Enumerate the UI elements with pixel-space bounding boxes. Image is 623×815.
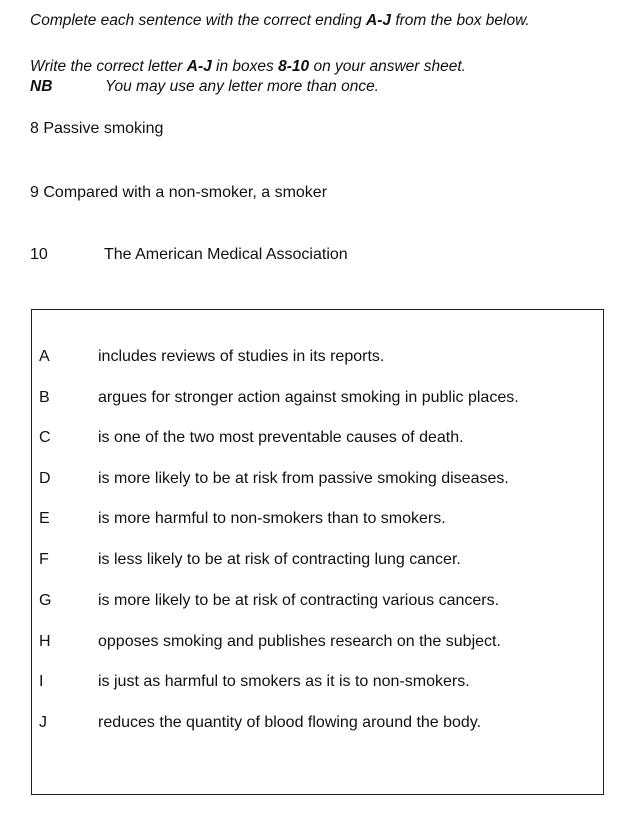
ending-letter: F: [39, 551, 49, 568]
question-8: [30, 120, 163, 138]
endings-box: [31, 309, 604, 795]
ending-text: is less likely to be at risk of contracting lung cancer.: [98, 551, 461, 568]
ending-letter: H: [39, 633, 51, 650]
ending-text: is one of the two most preventable causes of death.: [98, 429, 464, 446]
ending-text: includes reviews of studies in its reports.: [98, 348, 385, 365]
ending-letter: B: [39, 389, 50, 406]
instruction-boxes: 8-10: [278, 58, 310, 75]
ending-c: [32, 428, 603, 450]
nb-note: [30, 78, 379, 96]
ending-text: is more likely to be at risk from passive smoking diseases.: [98, 470, 509, 487]
question-text: The American Medical Association: [104, 246, 348, 263]
ending-b: [32, 388, 603, 410]
question-text: Passive smoking: [43, 120, 164, 137]
ending-text: is just as harmful to smokers as it is to non-smokers.: [98, 673, 470, 690]
ending-letter: A: [39, 348, 50, 365]
ending-text: is more harmful to non-smokers than to smokers.: [98, 510, 446, 527]
nb-text: You may use any letter more than once.: [105, 78, 379, 95]
instruction-line-1: [30, 12, 530, 30]
ending-text: is more likely to be at risk of contracting various cancers.: [98, 592, 500, 609]
instruction-text: on your answer sheet.: [309, 58, 466, 75]
ending-letter: G: [39, 592, 52, 609]
ending-letter: I: [39, 673, 44, 690]
ending-i: [32, 672, 603, 694]
instruction-range: A-J: [186, 58, 212, 75]
ending-e: [32, 509, 603, 531]
instruction-text: in boxes: [211, 58, 279, 75]
ending-text: argues for stronger action against smoking in public places.: [98, 389, 519, 406]
ending-g: [32, 591, 603, 613]
ending-letter: J: [39, 714, 47, 731]
ending-a: [32, 347, 603, 369]
ending-text: opposes smoking and publishes research on the subject.: [98, 633, 501, 650]
instruction-text: from the box below.: [391, 12, 530, 29]
question-9: [30, 184, 327, 202]
ending-text: reduces the quantity of blood flowing around the body.: [98, 714, 482, 731]
ending-letter: C: [39, 429, 51, 446]
instruction-line-2: [30, 58, 466, 76]
question-text: Compared with a non-smoker, a smoker: [43, 184, 328, 201]
instruction-text: Complete each sentence with the correct ending: [30, 12, 367, 29]
question-number: 8: [30, 120, 39, 137]
ending-d: [32, 469, 603, 491]
instruction-range: A-J: [366, 12, 392, 29]
question-number: 9: [30, 184, 39, 201]
question-number: 10: [30, 246, 48, 263]
ending-f: [32, 550, 603, 572]
instruction-text: Write the correct letter: [30, 58, 187, 75]
ending-letter: D: [39, 470, 51, 487]
ending-j: [32, 713, 603, 735]
nb-label: NB: [30, 78, 53, 95]
ending-letter: E: [39, 510, 50, 527]
ending-h: [32, 632, 603, 654]
question-10: [30, 246, 348, 264]
